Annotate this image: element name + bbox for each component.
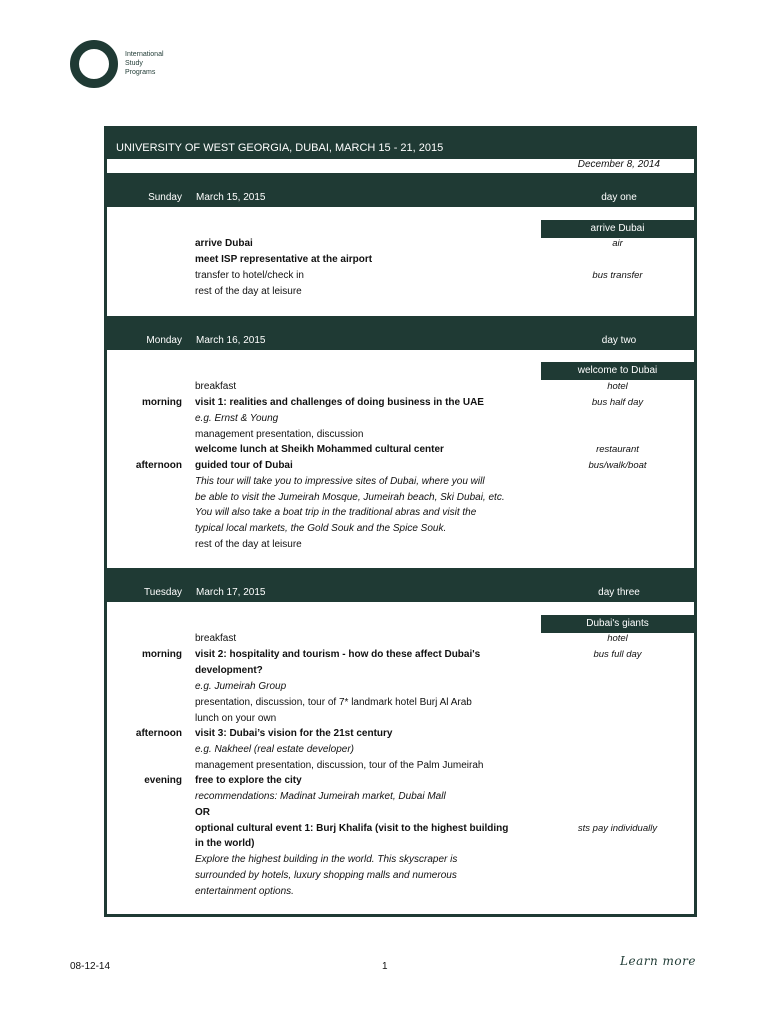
transport-note: hotel [607,633,628,644]
itinerary-line: e.g. Ernst & Young [195,413,279,424]
day-date: March 16, 2015 [196,335,266,346]
itinerary-line: management presentation, discussion, tour of the Palm Jumeirah [195,760,484,771]
transport-note: bus/walk/boat [588,460,647,471]
itinerary-line: welcome lunch at Sheikh Mohammed cultural center [195,444,444,455]
itinerary-line: optional cultural event 1: Burj Khalifa (visit to the highest building [195,823,509,834]
transport-note: sts pay individually [577,823,658,834]
itinerary-line: visit 3: Dubai’s vision for the 21st century [195,728,393,739]
transport-note: bus full day [593,649,642,660]
day-ordinal: day two [601,335,637,346]
logo-line-1: International [125,51,164,58]
time-label: evening [144,775,182,786]
itinerary-line: breakfast [195,381,237,392]
time-label: afternoon [135,728,182,739]
isp-logo-ring [70,40,118,88]
itinerary-line: typical local markets, the Gold Souk and the Spice Souk. [195,523,447,534]
day-theme-badge: Dubai's giants [541,615,694,633]
document-date: December 8, 2014 [577,159,660,170]
day-name: Sunday [148,192,182,203]
transport-note: restaurant [596,444,639,455]
itinerary-line: lunch on your own [195,713,277,724]
day-name: Tuesday [144,587,182,598]
footer-date: 08-12-14 [70,961,111,972]
transport-note: bus half day [591,397,644,408]
day-theme-badge: welcome to Dubai [541,362,694,380]
itinerary-line: rest of the day at leisure [195,539,302,550]
itinerary-line: OR [195,807,210,818]
itinerary-line: You will also take a boat trip in the traditional abras and visit the [195,507,477,518]
itinerary-line: be able to visit the Jumeirah Mosque, Jumeirah beach, Ski Dubai, etc. [195,492,505,503]
itinerary-line: development? [195,665,263,676]
day-date: March 15, 2015 [196,192,266,203]
itinerary-line: entertainment options. [195,886,294,897]
itinerary-line: free to explore the city [195,775,302,786]
transport-note: air [612,238,623,249]
transport-note: bus transfer [592,270,643,281]
itinerary-line: rest of the day at leisure [195,286,302,297]
logo-line-3: Programs [125,69,156,76]
itinerary-line: visit 2: hospitality and tourism - how do these affect Dubai's [195,649,481,660]
day-date: March 17, 2015 [196,587,266,598]
day-header-sunday [104,173,697,207]
day-ordinal: day three [598,587,640,598]
logo-text [125,50,164,77]
itinerary-line: e.g. Nakheel (real estate developer) [195,744,354,755]
day-header-tuesday [104,568,697,602]
day-header-monday [104,316,697,350]
itinerary-line: arrive Dubai [195,238,253,249]
day-theme-badge: arrive Dubai [541,220,694,238]
itinerary-line: presentation, discussion, tour of 7* landmark hotel Burj Al Arab [195,697,472,708]
itinerary-line: Explore the highest building in the world. This skyscraper is [195,854,458,865]
time-label: morning [142,397,182,408]
time-label: afternoon [135,460,182,471]
page-number: 1 [382,961,388,972]
itinerary-line: breakfast [195,633,237,644]
document-title: UNIVERSITY OF WEST GEORGIA, DUBAI, MARCH 15 - 21, 2015 [104,126,697,159]
itinerary-line: recommendations: Madinat Jumeirah market, Dubai Mall [195,791,446,802]
logo-line-2: Study [125,60,143,67]
transport-note: hotel [607,381,628,392]
time-label: morning [142,649,182,660]
itinerary-line: This tour will take you to impressive sites of Dubai, where you will [195,476,485,487]
itinerary-line: in the world) [195,838,255,849]
itinerary-line: visit 1: realities and challenges of doing business in the UAE [195,397,484,408]
day-name: Monday [146,335,182,346]
learn-more-link[interactable]: Learn more [620,954,696,968]
itinerary-line: management presentation, discussion [195,429,364,440]
itinerary-line: meet ISP representative at the airport [195,254,373,265]
day-ordinal: day one [601,192,637,203]
itinerary-line: transfer to hotel/check in [195,270,304,281]
itinerary-line: guided tour of Dubai [195,460,293,471]
itinerary-line: surrounded by hotels, luxury shopping malls and numerous [195,870,457,881]
itinerary-line: e.g. Jumeirah Group [195,681,287,692]
